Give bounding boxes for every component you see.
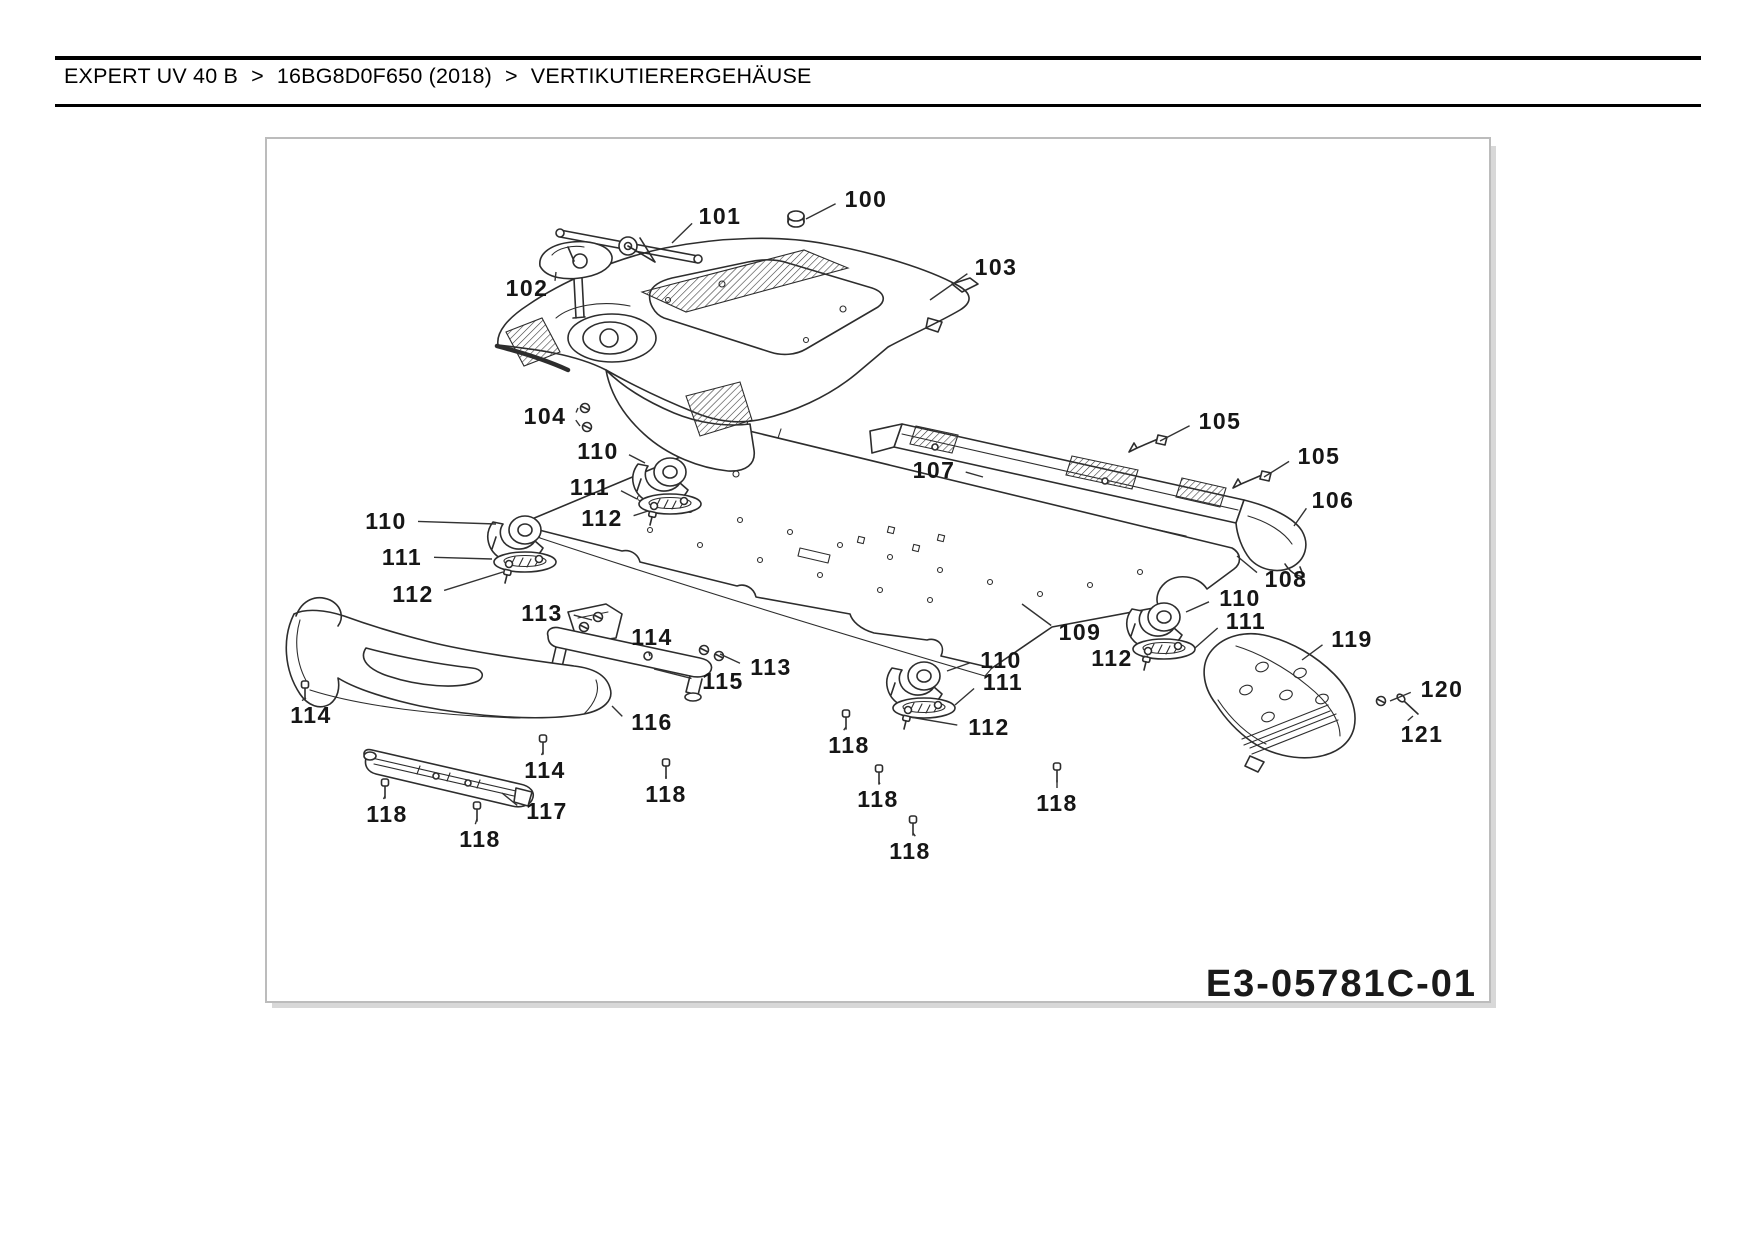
breadcrumb-separator: > (505, 64, 518, 88)
part-number-callout[interactable]: 117 (526, 798, 568, 824)
part-number-callout[interactable]: 101 (698, 203, 742, 229)
part-number-callout[interactable]: 111 (1225, 608, 1267, 634)
part-number-callout[interactable]: 110 (365, 508, 407, 534)
part-number-callout[interactable]: 112 (968, 714, 1010, 740)
part-number-callout[interactable]: 112 (581, 505, 623, 531)
part-number-callout[interactable]: 102 (505, 275, 549, 301)
breadcrumb-item[interactable]: VERTIKUTIERERGEHÄUSE (530, 64, 812, 88)
drawing-code: E3-05781C-01 (1205, 963, 1477, 1005)
part-number-callout[interactable]: 113 (750, 654, 792, 680)
part-number-callout[interactable]: 109 (1058, 619, 1102, 645)
leader-line (555, 272, 556, 281)
part-number-callout[interactable]: 110 (577, 438, 619, 464)
part-number-callout[interactable]: 112 (1091, 645, 1133, 671)
part-number-callout[interactable]: 106 (1311, 487, 1355, 513)
part-number-callout[interactable]: 105 (1198, 408, 1242, 434)
part-number-callout[interactable]: 110 (980, 647, 1022, 673)
breadcrumb-item[interactable]: 16BG8D0F650 (2018) (276, 64, 493, 88)
part-number-callout[interactable]: 115 (702, 668, 744, 694)
part-number-callout[interactable]: 111 (982, 669, 1024, 695)
part-100-nut (788, 211, 804, 227)
breadcrumb-item[interactable]: EXPERT UV 40 B (64, 64, 239, 88)
part-number-callout[interactable]: 118 (828, 732, 870, 758)
part-number-callout[interactable]: 118 (1036, 790, 1078, 816)
part-number-callout[interactable]: 116 (631, 709, 673, 735)
part-number-callout[interactable]: 114 (631, 624, 673, 650)
part-number-callout[interactable]: 118 (889, 838, 931, 864)
part-number-callout[interactable]: 118 (366, 801, 408, 827)
part-number-callout[interactable]: 119 (1331, 626, 1373, 652)
part-number-callout[interactable]: 112 (392, 581, 434, 607)
part-number-callout[interactable]: 121 (1400, 721, 1444, 747)
part-number-callout[interactable]: 114 (290, 702, 332, 728)
part-number-callout[interactable]: 104 (523, 403, 567, 429)
part-number-callout[interactable]: 100 (844, 186, 888, 212)
part-number-callout[interactable]: 103 (974, 254, 1018, 280)
part-number-callout[interactable]: 118 (645, 781, 687, 807)
part-number-callout[interactable]: 118 (459, 826, 501, 852)
part-number-callout[interactable]: 111 (569, 474, 611, 500)
breadcrumb-separator: > (251, 64, 264, 88)
part-number-callout[interactable]: 111 (381, 544, 423, 570)
part-number-callout[interactable]: 113 (521, 600, 563, 626)
part-number-callout[interactable]: 105 (1297, 443, 1341, 469)
part-number-callout[interactable]: 118 (857, 786, 899, 812)
part-number-callout[interactable]: 114 (524, 757, 566, 783)
part-120-screw (1377, 697, 1386, 706)
part-number-callout[interactable]: 110 (1219, 585, 1261, 611)
leader-line (879, 782, 880, 784)
part-number-callout[interactable]: 107 (912, 457, 956, 483)
part-number-callout[interactable]: 120 (1420, 676, 1464, 702)
part-number-callout[interactable]: 108 (1264, 566, 1308, 592)
